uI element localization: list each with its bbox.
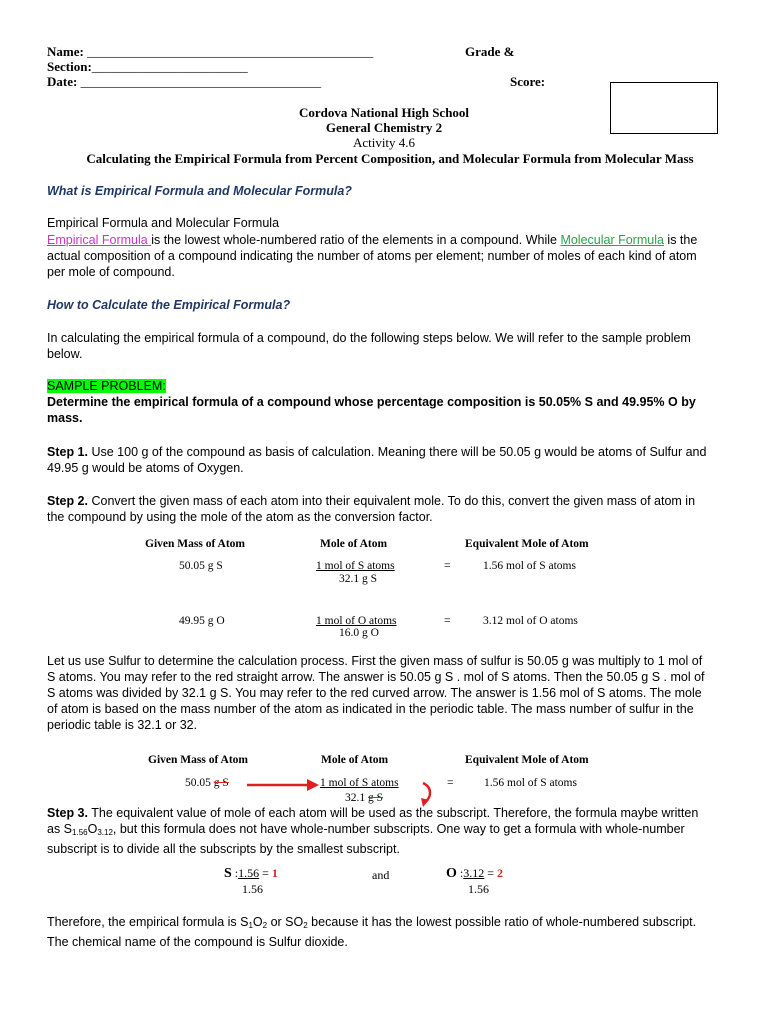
row1-result: 1.56 mol of S atoms: [483, 560, 576, 572]
section-field: [47, 59, 248, 75]
table2-mass: [185, 777, 229, 789]
oxygen-result: 2: [497, 866, 504, 880]
sulfur-colon: :: [231, 866, 239, 880]
school-name: Cordova National High School: [298, 105, 470, 120]
section-label: Section:: [47, 59, 92, 74]
row1-equals: =: [444, 560, 451, 572]
sulfur-denominator: 1.56: [242, 882, 263, 896]
sulfur-numerator: 1.56: [238, 866, 260, 880]
oxygen-division: [446, 866, 503, 882]
intro-paragraph: In calculating the empirical formula of a compound, do the following steps below. We will refer to the sample problem below.: [47, 331, 691, 361]
step3-sub-s: 1.56: [72, 828, 88, 837]
sulfur-division: [224, 866, 278, 882]
definition-text-b: is the actual composition of a compound indicating the number of atoms per element; number of moles of each kind of atom per mole of compound.: [47, 233, 698, 279]
name-label: Name:: [47, 44, 88, 59]
step3-text-c: , but this formula does not have whole-number subscripts. One way to get a formula with whole-number subscript is to divide all the subscripts by the smallest subscript.: [47, 822, 685, 856]
conversion-table: [145, 532, 615, 638]
score-label: Score:: [510, 74, 546, 89]
step2-paragraph: [47, 493, 712, 525]
table2-header-mole: Mole of Atom: [321, 754, 389, 766]
table-header-mass: Given Mass of Atom: [145, 538, 245, 550]
red-straight-arrow-icon: [245, 778, 321, 792]
date-field: [47, 74, 321, 90]
conclusion-sub-o2: 2: [303, 921, 308, 930]
row2-denominator: 16.0 g O: [339, 627, 379, 639]
subject-name: General Chemistry 2: [325, 120, 443, 135]
molecular-formula-term: Molecular Formula: [560, 233, 664, 247]
step3-sub-o: 3.12: [97, 828, 113, 837]
explanation-paragraph: Let us use Sulfur to determine the calculation process. First the given mass of sulfur is 50.05 g was multiply to 1 mol of S atoms. You may refer to the red straight arrow. The answer is 50.05 g S . mol of S atoms. Then the 50.05 g S . mol of S atoms was divided by 32.1 g S. You may refer to the red curved arrow. The answer is 1.56 mol of S atoms. The mole of atom is based on the mass number of the atom as indicated in the periodic table. The mass number of sulfur in the periodic table is 32.1 or 32.: [47, 654, 705, 732]
name-line: ____________________________________________: [87, 44, 374, 59]
row1-mass: 50.05 g S: [179, 560, 223, 572]
row2-numerator: 1 mol of O atoms: [316, 615, 397, 627]
step1-paragraph: [47, 444, 712, 476]
and-text: and: [372, 868, 390, 882]
sulfur-symbol: S: [224, 866, 232, 881]
sulfur-result: 1: [271, 866, 278, 880]
red-curved-arrow-icon: [419, 780, 435, 808]
table2-denominator: [345, 792, 383, 804]
sample-problem-label: SAMPLE PROBLEM:: [47, 379, 166, 393]
sulfur-equals: =: [259, 866, 272, 880]
conclusion-text-a: Therefore, the empirical formula is S: [47, 915, 249, 929]
row2-result: 3.12 mol of O atoms: [483, 615, 578, 627]
row2-mass: 49.95 g O: [179, 615, 225, 627]
page-title: Calculating the Empirical Formula from Percent Composition, and Molecular Formula from Molecular Mass: [86, 151, 694, 166]
table2-equals: =: [447, 777, 454, 789]
activity-number: Activity 4.6: [352, 135, 416, 150]
step2-label: Step 2.: [47, 494, 88, 508]
definitions-paragraph: [47, 232, 712, 280]
conclusion-sub-s: 1: [248, 921, 253, 930]
table2-den-unit: g S: [368, 792, 384, 804]
empirical-formula-term: Empirical Formula: [47, 233, 152, 247]
step1-label: Step 1.: [47, 445, 88, 459]
table-header-equivalent: Equivalent Mole of Atom: [465, 538, 589, 550]
table2-header-equivalent: Equivalent Mole of Atom: [465, 754, 589, 766]
table-header-mole: Mole of Atom: [320, 538, 388, 550]
conclusion-text-d: because it has the lowest possible ratio of whole-numbered subscript. The chemical name of the compound is Sulfur dioxide.: [47, 915, 697, 949]
definitions-heading: Empirical Formula and Molecular Formula: [47, 216, 280, 230]
arrow-example-table: [145, 750, 635, 808]
section-line: ________________________: [91, 59, 248, 74]
conclusion-text-b: O: [252, 915, 263, 929]
grade-label: Grade &: [465, 44, 515, 59]
definition-text-a: is the lowest whole-numbered ratio of the elements in a compound. While: [151, 233, 561, 247]
conclusion-paragraph: [47, 914, 712, 950]
sample-problem-text: Determine the empirical formula of a compound whose percentage composition is 50.05% S and 49.95% O by mass.: [47, 395, 696, 425]
row2-equals: =: [444, 615, 451, 627]
oxygen-colon: :: [456, 866, 464, 880]
oxygen-numerator: 3.12: [463, 866, 485, 880]
table2-den-value: 32.1: [345, 792, 368, 804]
table2-mass-unit: g S: [213, 777, 229, 789]
step1-text: Use 100 g of the compound as basis of calculation. Meaning there will be 50.05 g would be atoms of Sulfur and 49.95 g would be atoms of Oxygen.: [47, 445, 707, 475]
table2-mass-value: 50.05: [185, 777, 214, 789]
question-heading-2: How to Calculate the Empirical Formula?: [47, 298, 291, 312]
date-label: Date:: [47, 74, 81, 89]
step3-text-a: The equivalent value of mole of each atom will be used as the subscript. Therefore, the formula maybe written as S: [47, 806, 699, 836]
step3-paragraph: [47, 805, 712, 857]
oxygen-equals: =: [484, 866, 498, 880]
table2-result: 1.56 mol of S atoms: [484, 777, 577, 789]
row1-numerator: 1 mol of S atoms: [316, 560, 395, 572]
oxygen-symbol: O: [446, 866, 457, 881]
row1-denominator: 32.1 g S: [339, 573, 378, 585]
step3-label: Step 3.: [47, 806, 88, 820]
step3-text-b: O: [87, 822, 98, 836]
oxygen-denominator: 1.56: [468, 882, 489, 896]
name-field: [47, 44, 373, 60]
date-line: _____________________________________: [80, 74, 322, 89]
table2-header-mass: Given Mass of Atom: [148, 754, 248, 766]
question-heading-1: What is Empirical Formula and Molecular Formula?: [47, 184, 352, 198]
conclusion-sub-o: 2: [262, 921, 268, 930]
conclusion-text-c: or SO: [267, 915, 304, 929]
sample-problem-label-line: [47, 378, 712, 394]
step2-text: Convert the given mass of each atom into their equivalent mole. To do this, convert the given mass of atom in the compound by using the mole of the atom as the conversion factor.: [47, 494, 696, 524]
table2-numerator: 1 mol of S atoms: [320, 777, 399, 789]
